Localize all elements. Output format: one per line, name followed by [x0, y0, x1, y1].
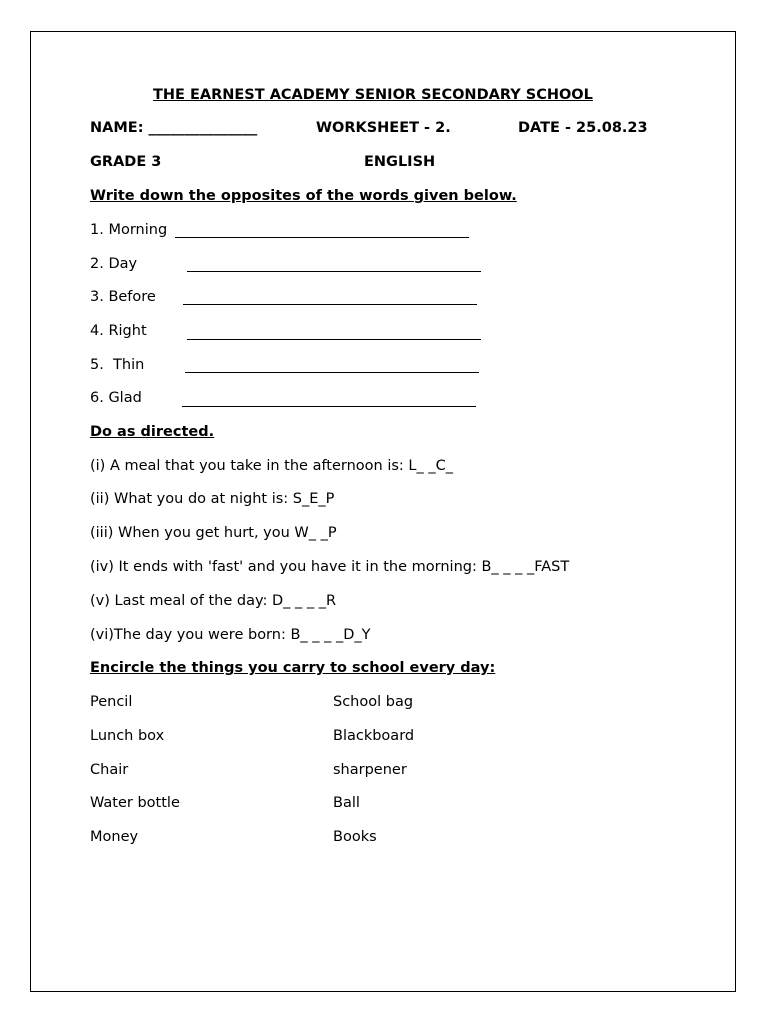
name-label: NAME: _______________ [90, 120, 258, 136]
opposite-item: 3. Before [90, 289, 156, 305]
opposite-item: 2. Day [90, 256, 138, 272]
grade-label: GRADE 3 [90, 154, 162, 170]
answer-line [183, 304, 477, 305]
answer-line [182, 406, 476, 407]
encircle-item-right: School bag [333, 694, 414, 710]
answer-line [175, 237, 469, 238]
opposite-item: 4. Right [90, 323, 147, 339]
encircle-item-right: Books [333, 829, 377, 845]
answer-line [187, 271, 481, 272]
worksheet-date: DATE - 25.08.23 [518, 120, 648, 136]
subject-label: ENGLISH [364, 154, 436, 170]
encircle-item-right: sharpener [333, 762, 407, 778]
encircle-heading: Encircle the things you carry to school every day: [90, 660, 496, 676]
directed-heading: Do as directed. [90, 424, 215, 440]
encircle-item-left: Pencil [90, 694, 133, 710]
opposites-heading: Write down the opposites of the words given below. [90, 188, 517, 204]
directed-item: (iii) When you get hurt, you W_ _P [90, 525, 337, 541]
directed-item: (ii) What you do at night is: S_E_P [90, 491, 335, 507]
page-border [30, 31, 736, 992]
directed-item: (vi)The day you were born: B_ _ _ _D_Y [90, 627, 371, 643]
encircle-item-right: Blackboard [333, 728, 415, 744]
opposite-item: 1. Morning [90, 222, 168, 238]
answer-line [187, 339, 481, 340]
opposite-item: 5. Thin [90, 357, 145, 373]
answer-line [185, 372, 479, 373]
worksheet-number: WORKSHEET - 2. [316, 120, 451, 136]
encircle-item-left: Money [90, 829, 139, 845]
encircle-item-left: Water bottle [90, 795, 180, 811]
encircle-item-left: Chair [90, 762, 129, 778]
encircle-item-right: Ball [333, 795, 360, 811]
school-title: THE EARNEST ACADEMY SENIOR SECONDARY SCHOOL [153, 87, 593, 103]
opposite-item: 6. Glad [90, 390, 142, 406]
encircle-item-left: Lunch box [90, 728, 165, 744]
directed-item: (v) Last meal of the day: D_ _ _ _R [90, 593, 337, 609]
directed-item: (i) A meal that you take in the afternoon is: L_ _C_ [90, 458, 453, 474]
directed-item: (iv) It ends with 'fast' and you have it in the morning: B_ _ _ _FAST [90, 559, 570, 575]
